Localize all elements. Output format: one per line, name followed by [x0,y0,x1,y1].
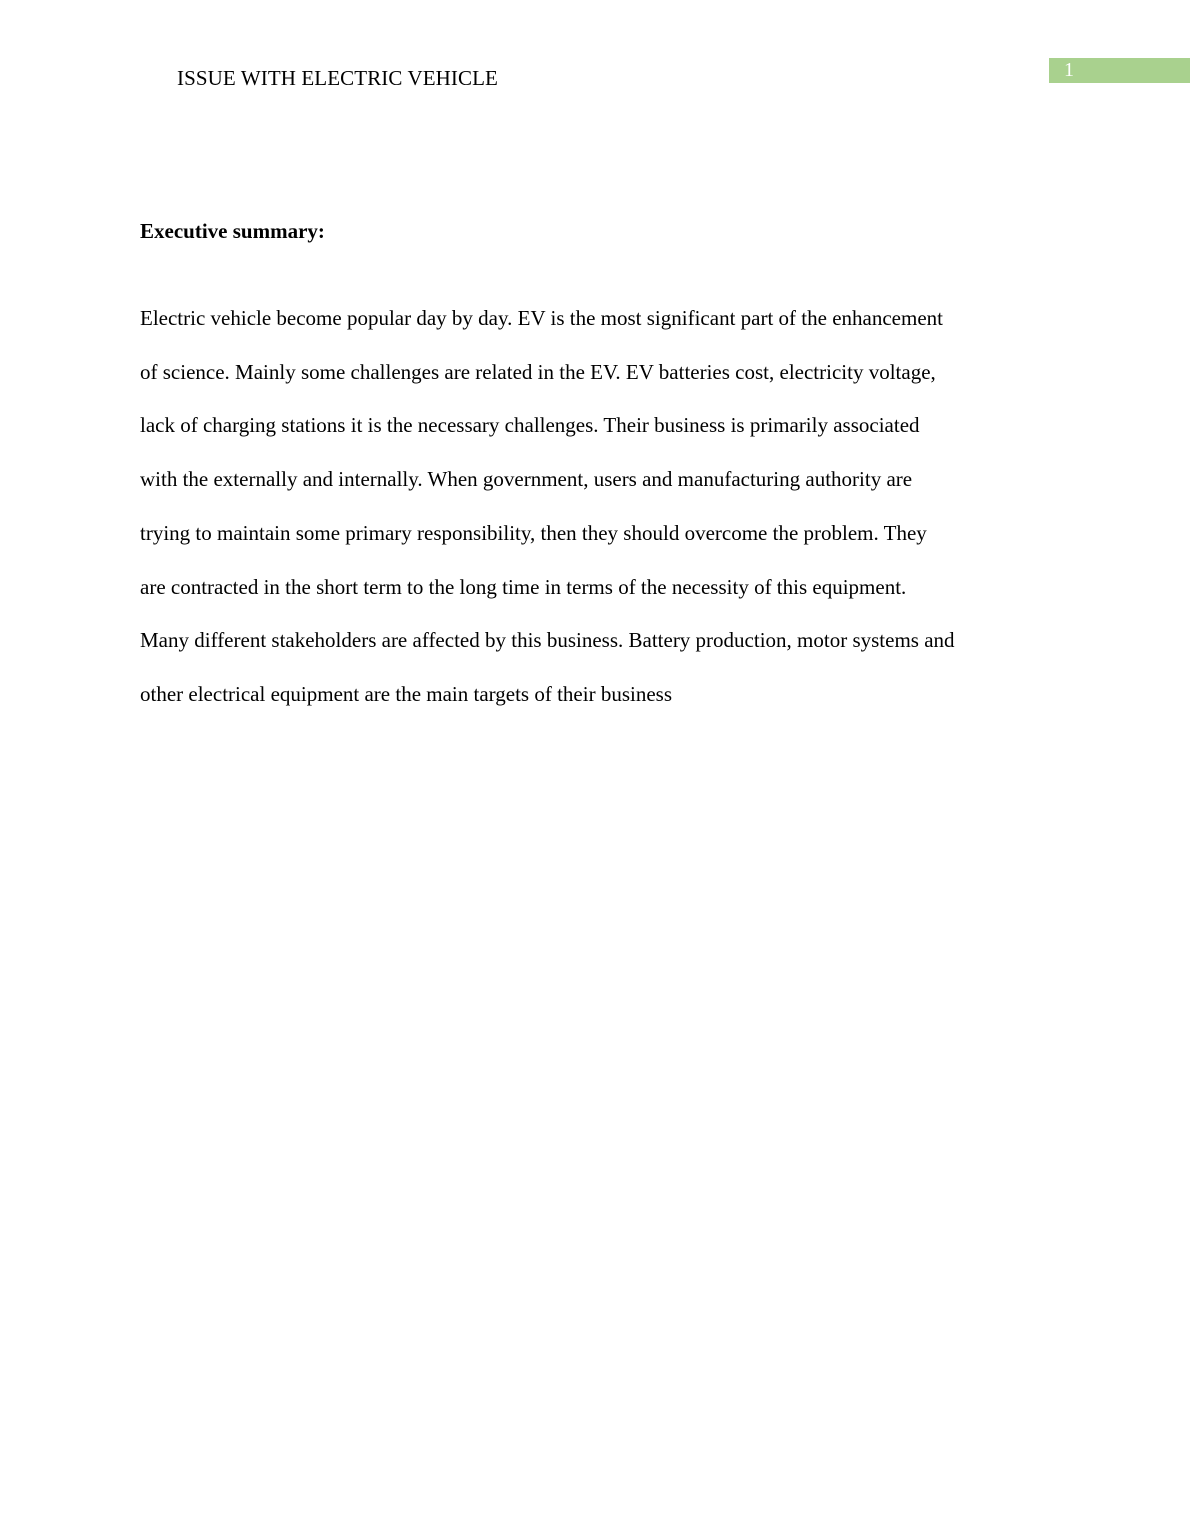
running-head: ISSUE WITH ELECTRIC VEHICLE [177,66,498,90]
paragraph-line: with the externally and internally. When government, users and manufacturing authority are [140,467,913,492]
paragraph-line: trying to maintain some primary responsibility, then they should overcome the problem. They [140,520,927,545]
section-heading: Executive summary: [140,219,325,243]
paragraph-line: Electric vehicle become popular day by day. EV is the most significant part of the enhancement [140,306,943,330]
paragraph-line: of science. Mainly some challenges are related in the EV. EV batteries cost, electricity voltage, [140,359,936,384]
paragraph-line: other electrical equipment are the main targets of their business [140,681,673,706]
paragraph-line: Many different stakeholders are affected by this business. Battery production, motor systems and [140,628,955,653]
paragraph-line: are contracted in the short term to the long time in terms of the necessity of this equipment. [140,574,907,599]
body-paragraph [140,292,1060,722]
page-number-badge: 1 [1049,58,1190,83]
paragraph-line: lack of charging stations it is the necessary challenges. Their business is primarily associated [140,413,920,438]
